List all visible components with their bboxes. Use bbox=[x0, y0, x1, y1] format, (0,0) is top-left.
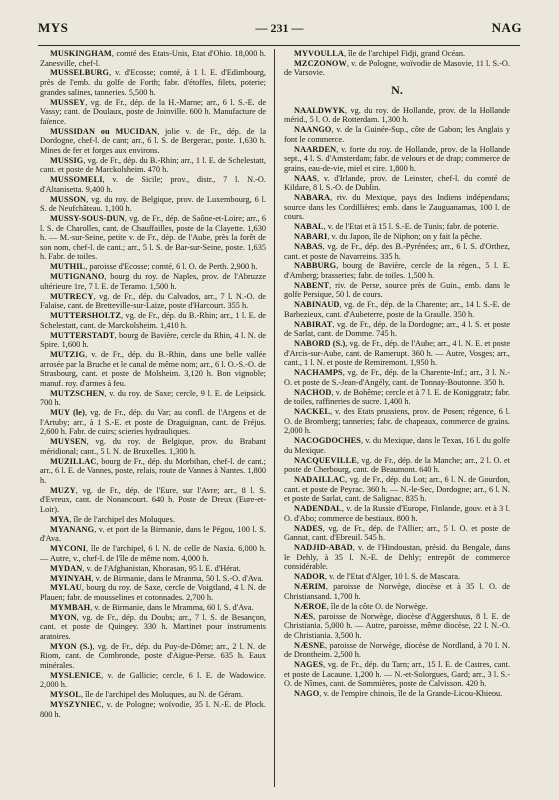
dictionary-entry bbox=[284, 475, 510, 504]
entry-headword: MUZY bbox=[50, 485, 76, 495]
entry-headword: NACOGDOCHES bbox=[294, 436, 362, 446]
entry-headword: NADOR bbox=[294, 572, 325, 582]
entry-text: , paroisse de Norwège, diocèse et à 35 l. O. de Christiansand. 1,700 h. bbox=[284, 582, 510, 601]
dictionary-entry bbox=[284, 193, 510, 222]
page-number: — 231 — bbox=[255, 21, 304, 35]
dictionary-entry bbox=[40, 613, 266, 642]
entry-headword: MYON bbox=[50, 612, 77, 622]
dictionary-entry bbox=[40, 331, 266, 350]
dictionary-entry bbox=[40, 98, 266, 127]
entry-headword: NÆS bbox=[294, 611, 314, 621]
entry-headword: MYSOL bbox=[50, 690, 81, 700]
dictionary-entry bbox=[284, 504, 510, 523]
entry-text: , v. de l'Etat et à 15 l. S.-E. de Tunis; fabr. de poterie. bbox=[323, 222, 499, 232]
entry-headword: NABBURG bbox=[294, 261, 337, 271]
dictionary-entry bbox=[40, 525, 266, 544]
dictionary-entry bbox=[40, 544, 266, 563]
entry-text: , v. du Mexique, dans le Texas, 16 l. du golfe du Mexique. bbox=[284, 436, 510, 455]
entry-text: , vg. de Fr., dép. du Lot; arr., 6 l. N. de Gourdon, cant. et poste de Peyrac. 360 h. — N.-le-Sec, Dordogne; arr., 6 l. N. et poste de Sarlat, cant. de Salignac. 835 h. bbox=[284, 475, 510, 504]
entry-headword: NABENT bbox=[294, 280, 330, 290]
entry-headword: MUTTERSTADT bbox=[50, 330, 115, 340]
dictionary-entry bbox=[284, 242, 510, 261]
entry-text: , v. de Birmanie, dans le Mramma, 60 l. S. d'Ava. bbox=[90, 602, 254, 612]
entry-text: , v. de Bohême; cercle et à 7 l. E. de Koniggratz; fabr. de toiles, raffineries de sucre. 1,400 h. bbox=[284, 387, 510, 407]
entry-headword: NAAS bbox=[294, 173, 317, 183]
entry-text: , paroisse d'Ecosse; comté, 6 l. O. de Perth. 2,900 h. bbox=[85, 262, 258, 272]
dictionary-entry bbox=[284, 660, 510, 689]
entry-headword: NACHOD bbox=[294, 387, 332, 397]
dictionary-entry bbox=[284, 222, 510, 232]
dictionary-entry bbox=[40, 175, 266, 194]
dictionary-entry bbox=[284, 49, 510, 59]
entry-headword: NABAL bbox=[294, 222, 324, 232]
dictionary-entry bbox=[284, 320, 510, 339]
entry-headword: NÆSNE bbox=[294, 640, 325, 650]
entry-headword: MUTZSCHEN bbox=[50, 388, 105, 398]
entry-headword: MUSSON bbox=[50, 194, 87, 204]
entry-text: , v. de la Russie d'Europe, Finlande, gouv. et à 3 l. O. d'Abo; commerce de bestiaux. 800 h. bbox=[284, 504, 510, 523]
entry-headword: MYSZYNIEC bbox=[50, 700, 102, 710]
entry-text: , paroisse de Norwège, diocèse d'Aggershuus, 8 l. E. de Christiania. 5,000 h. — Autre, paroisse, même diocèse, 22 l. N.-O. de Christiania. 3,500 h. bbox=[284, 611, 510, 640]
entry-headword: MUZILLAC bbox=[50, 456, 97, 466]
dictionary-entry bbox=[284, 261, 510, 280]
entry-text: , île de la côte O. de Norwège. bbox=[326, 601, 428, 611]
running-head-left: MYS bbox=[38, 20, 69, 35]
dictionary-entry bbox=[40, 262, 266, 272]
entry-headword: NAANGO bbox=[294, 125, 332, 135]
entry-text: , île de l'archipel des Moluques, au N. de Géram. bbox=[80, 690, 244, 700]
dictionary-entry bbox=[40, 603, 266, 613]
dictionary-entry bbox=[40, 68, 266, 97]
entry-headword: NÆRIM bbox=[294, 582, 326, 592]
entry-text: , vg. du roy. de Belgique, prov. de Luxembourg, 6 l. S. de Neufchâteau. 1,100 h. bbox=[40, 194, 266, 214]
dictionary-entry bbox=[40, 214, 266, 262]
dictionary-entry bbox=[40, 350, 266, 388]
entry-text: , v. et port de la Birmanie, dans le Pégou, 100 l. S. d'Ava. bbox=[40, 524, 266, 544]
entry-text: , bourg de Bavière, cercle de la régen., 5 l. E. d'Amberg; brasseries; fabr. de toiles. 1,500 h. bbox=[284, 261, 510, 280]
entry-text: , vg. de Fr., dép. de la H.-Marne; arr., 6 l. S.-E. de Vassy; cant. de Doulaux, poste de Joinville. 600 h. Manufacture de faïence. bbox=[40, 97, 266, 126]
dictionary-entry bbox=[40, 515, 266, 525]
dictionary-entry bbox=[284, 300, 510, 319]
dictionary-entry bbox=[284, 436, 510, 455]
dictionary-entry bbox=[284, 407, 510, 436]
entry-text: , bourg de Bavière, cercle du Rhin, 4 l. N. de Spire. 1,600 h. bbox=[40, 330, 266, 350]
entry-headword: NAARDEN bbox=[294, 144, 337, 154]
entry-text: , vg. de Fr., dép. de l'Allier; arr., 5 l. O. et poste de Gannat, cant. d'Ebreuil. 545 h. bbox=[284, 523, 510, 543]
dictionary-entry bbox=[284, 281, 510, 300]
entry-headword: MYCONI bbox=[50, 544, 87, 554]
entry-headword: NACHAMPS bbox=[294, 368, 343, 378]
right-column-continuation bbox=[284, 49, 510, 78]
dictionary-entry bbox=[40, 690, 266, 700]
page-header bbox=[0, 14, 559, 38]
entry-headword: MUSSEY bbox=[50, 97, 86, 107]
entry-text: , vg. de Fr., dép. de la Dordogne; arr., 4 l. S. et poste de Sarlat, cant. de Domme. 745 h. bbox=[284, 319, 510, 339]
entry-text: , paroisse de Norwège, diocèse de Nordland, à 70 l. N. de Drontheim. 2,500 h. bbox=[284, 640, 510, 660]
entry-text: , vg. de Fr., dép. de Saône-et-Loire; arr., 6 l. S. de Charolles, cant. de Chauffailles, poste de la Clayette. 1,630 h. — M.-sur-Seine, petite v. de Fr., dép. de l'Aube, près la forêt de son nom, chef-l. de cant.; arr., 5 l. S. de Bar-sur-Seine, poste. 1,635 h. Fabr. de toiles. bbox=[40, 214, 266, 262]
dictionary-entry bbox=[284, 368, 510, 387]
dictionary-entry bbox=[284, 602, 510, 612]
dictionary-entry bbox=[40, 127, 266, 156]
dictionary-entry bbox=[284, 689, 510, 699]
entry-headword: MUSSIG bbox=[50, 155, 84, 165]
dictionary-entry bbox=[40, 156, 266, 175]
entry-text: , v. de Pologne; woïvodie, 35 l. N.-E. de Plock. 800 h. bbox=[40, 700, 266, 719]
entry-text: , v. de l'Afghanistan, Khorasan, 95 l. E. d'Hérat. bbox=[82, 563, 241, 573]
entry-text: , île de l'archipel Fidji, grand Océan. bbox=[343, 49, 466, 58]
entry-headword: NABINAUD bbox=[294, 300, 340, 310]
dictionary-entry bbox=[40, 195, 266, 214]
dictionary-entry bbox=[40, 486, 266, 515]
entry-text: , v. des Etats prussiens, prov. de Posen; régence, 6 l. O. de Bromberg; tanneries; fabr. de chapeaux, commerce de grains. 2,000 h. bbox=[284, 407, 510, 436]
dictionary-entry bbox=[40, 408, 266, 437]
entry-headword: MUTRECY bbox=[50, 291, 94, 301]
entry-text: , bourg du roy. de Naples, prov. de l'Abruzze ultérieure 1re, 7 l. E. de Teramo. 1,500 h. bbox=[40, 272, 266, 291]
dictionary-entry bbox=[40, 311, 266, 330]
dictionary-entry bbox=[284, 582, 510, 601]
dictionary-entry bbox=[284, 232, 510, 242]
dictionary-entry bbox=[40, 700, 266, 719]
dictionary-entry bbox=[40, 642, 266, 671]
entry-headword: MYA bbox=[50, 514, 70, 524]
entry-headword: MUSKINGHAM bbox=[50, 49, 112, 58]
entry-text: , v. de la Guinée-Sup., côte de Gabon; les Anglais y font le commerce. bbox=[284, 125, 510, 144]
entry-headword: MUTIGNANO bbox=[50, 272, 105, 282]
dictionary-entry bbox=[284, 145, 510, 174]
entry-text: , vg. de Fr., dép. de la Charente-Inf.; arr., 3 l. N.-O. et poste de S.-Jean-d'Angély, cant. de Tonnay-Boutonne. 350 h. bbox=[284, 368, 510, 387]
entry-headword: MYLAU bbox=[50, 583, 82, 593]
entry-text: , v. de l'empire chinois, île de la Grande-Licou-Khieou. bbox=[319, 689, 503, 699]
dictionary-entry bbox=[40, 292, 266, 311]
entry-headword: NADJID-ABAD bbox=[294, 543, 353, 553]
dictionary-entry bbox=[284, 543, 510, 572]
dictionary-entry bbox=[40, 574, 266, 584]
left-column bbox=[40, 49, 266, 789]
dictionary-entry bbox=[40, 457, 266, 486]
entry-text: , vg. de Fr., dép. du Tarn; arr., 15 l. E. de Castres, cant. et poste de Lacaune. 1,200 h. — N.-et-Solorgues, Gard; arr., 3 l. S.-O. de Nîmes, cant. de Sommières, poste de Calvisson. 420 h. bbox=[284, 660, 510, 689]
entry-headword: MYANANG bbox=[50, 524, 95, 534]
entry-headword: NAALDWYK bbox=[294, 105, 346, 115]
entry-text: , v. de l'Etat d'Alger, 10 l. S. de Mascara. bbox=[324, 572, 460, 582]
entry-text: , vg. de Fr., dép. du B.-Rhin; arr., 1 l. E. de Schelestatt, cant. de Marckolsheim. 1,410 h. bbox=[40, 311, 266, 330]
entry-headword: MYVOULLA bbox=[294, 49, 344, 58]
entry-headword: NABORD (S.) bbox=[294, 339, 346, 349]
entry-text: , v. d'Irlande, prov. de Leinster, chef-l. du comté de Kildare, 8 l. S.-O. de Dublin. bbox=[284, 173, 510, 193]
entry-headword: MYDAN bbox=[50, 563, 83, 573]
entry-text: , vg. de Fr., dép. de la Charente; arr., 14 l. S.-E. de Barbezieux, cant. d'Aubeterre, poste de la Graulle. 350 h. bbox=[284, 300, 510, 319]
entry-text: , v. d'Ecosse; comté, à 1 l. E. d'Edimbourg, près de l'emb. du golfe de Forth; fabr. d'étoffes, filets, poterie; grandes salines, tanneries. 5,500 h. bbox=[40, 68, 266, 97]
entry-headword: MUSSOMELI bbox=[50, 175, 103, 185]
entry-headword: MUSSELBURG bbox=[50, 68, 110, 78]
entry-headword: NABIRAT bbox=[294, 319, 333, 329]
entry-headword: MYSLENICE bbox=[50, 670, 102, 680]
dictionary-entry bbox=[284, 572, 510, 582]
dictionary-entry bbox=[284, 456, 510, 475]
right-column-entries bbox=[284, 106, 510, 699]
entry-text: , vg. du roy. de Belgique, prov. du Brabant méridional; cant., 5 l. N. de Bruxelles. 1,300 h. bbox=[40, 437, 266, 456]
dictionary-entry bbox=[284, 59, 510, 78]
entry-headword: MUY (le) bbox=[50, 408, 85, 418]
entry-text: , vg. de Fr., dép. de l'Eure, sur l'Avre; arr., 8 l. S. d'Evreux, cant. de Nonancourt. 640 h. Poste de Dreux (Eure-et-Loir). bbox=[40, 485, 266, 514]
entry-headword: NADENDAL bbox=[294, 504, 342, 514]
dictionary-entry bbox=[40, 564, 266, 574]
right-column bbox=[284, 49, 510, 789]
dictionary-entry bbox=[284, 106, 510, 125]
dictionary-entry bbox=[284, 524, 510, 543]
entry-text: , vg. de Fr., dép. du Doubs; arr., 7 l. S. de Besançon, cant. et poste de Quingey. 330 h. Martinet pour instruments aratoires. bbox=[40, 612, 266, 641]
entry-headword: NACKEL bbox=[294, 407, 331, 417]
entry-headword: MUSSIDAN ou MUCIDAN bbox=[50, 126, 158, 136]
entry-headword: NADES bbox=[294, 523, 323, 533]
column-divider bbox=[274, 49, 275, 787]
entry-headword: MUYSEN bbox=[50, 437, 87, 447]
running-head-right: NAG bbox=[491, 20, 522, 35]
dictionary-entry bbox=[284, 612, 510, 641]
entry-headword: MUTTERSHOLTZ bbox=[50, 311, 121, 321]
entry-text: , vg. de Fr., dép. du B.-Rhin; arr., 1 l. E. de Schelestatt, cant. et poste de Marckolsheim. 470 h. bbox=[40, 155, 266, 175]
entry-text: , vg. de Fr., dép. de l'Aube; arr., 4 l. N. E. et poste d'Arcis-sur-Aube, cant. de Ramerupt. 360 h. — Autre, Vosges; arr., cant., 1 l. N. et poste de Remiremont. 1,950 h. bbox=[284, 339, 510, 368]
entry-headword: MUTZIG bbox=[50, 350, 86, 360]
entry-headword: MYINYAH bbox=[50, 573, 92, 583]
entry-headword: NADAILLAC bbox=[294, 475, 346, 485]
entry-headword: MUTHIL bbox=[50, 262, 86, 272]
entry-text: , v. de Fr., dép. du B.-Rhin, dans une belle vallée arrosée par la Bruche et le canal de même nom; arr., 6 l. O.-S.-O. de Strasbourg, cant. et poste de Molsheim. 3,120 h. Bon vignoble; manuf. roy. d'armes à feu. bbox=[40, 350, 266, 388]
entry-text: , vg. du roy. de Hollande, prov. de la Hollande mérid., 5 l. O. de Rotterdam. 1,300 h. bbox=[284, 105, 510, 125]
dictionary-entry bbox=[284, 174, 510, 193]
entry-text: , vg. de Fr., dép. de la Manche; arr., 2 l. O. et poste de Cherbourg, cant. de Beaumont. 640 h. bbox=[284, 455, 510, 475]
header-rule bbox=[38, 45, 520, 46]
entry-text: , jolie v. de Fr., dép. de la Dordogne, chef-l. de cant; arr., 6 l. S. de Bergerac, poste. 1,630 h. Mines de fer et forges aux environs. bbox=[40, 126, 266, 155]
entry-headword: MUSSY-SOUS-DUN bbox=[50, 214, 125, 224]
entry-headword: MZCZONOW bbox=[294, 58, 347, 68]
entry-text: , v. de Gallicie; cercle, 6 l. E. de Wadowice. 2,000 h. bbox=[40, 670, 266, 690]
entry-text: , île de l'archipel, 6 l. N. de celle de Naxia. 6,000 h. — Autre, v., chef-l. de l'île de même nom. 4,000 h. bbox=[40, 544, 266, 563]
entry-text: , vg. de Fr., dép. des B.-Pyrénées; arr., 6 l. S. d'Orthez, cant. et poste de Navarreins. 335 h. bbox=[284, 241, 510, 261]
entry-headword: NABARI bbox=[294, 232, 328, 242]
entry-text: , bourg du roy. de Saxe, cercle de Voigtland, 4 l. N. de Plauen; fabr. de mousselines et cotonnades. 2,700 h. bbox=[40, 583, 266, 602]
entry-headword: MYMBAH bbox=[50, 602, 91, 612]
entry-text: , v. forte du roy. de Hollande, prov. de la Hollande sept., 4 l. S. d'Amsterdam; fabr. de velours et de drap; commerce de grains, eau-de-vie, miel et cire. 1,800 h. bbox=[284, 144, 510, 173]
dictionary-entry bbox=[40, 49, 266, 68]
section-letter: N. bbox=[391, 83, 403, 98]
entry-text: , v. de Pologne, woïvodie de Masovie, 11 l. S.-O. de Varsovie. bbox=[284, 58, 510, 78]
dictionary-entry bbox=[40, 437, 266, 456]
entry-headword: NAGES bbox=[294, 660, 324, 670]
dictionary-entry bbox=[284, 641, 510, 660]
dictionary-entry bbox=[40, 671, 266, 690]
entry-text: , vg. de Fr., dép. du Calvados, arr., 7 l. N.-O. de Falaise, cant. de Bretteville-sur-Laize, poste d'Harcourt. 355 h. bbox=[40, 291, 266, 311]
entry-text: , riv. de Perse, source près de Guin., emb. dans le golfe Persique, 50 l. de cours. bbox=[284, 280, 510, 300]
entry-headword: NABARA bbox=[294, 193, 331, 203]
entry-headword: NAGO bbox=[294, 689, 320, 699]
entry-text: , v. de Sicile; prov., distr., 7 l. N.-O. d'Altanisetta. 9,400 h. bbox=[40, 175, 266, 194]
entry-headword: NÆROE bbox=[294, 601, 327, 611]
entry-text: , île de l'archipel des Moluques. bbox=[69, 514, 175, 524]
dictionary-entry bbox=[284, 339, 510, 368]
dictionary-entry bbox=[284, 125, 510, 144]
entry-headword: NABAS bbox=[294, 241, 323, 251]
entry-text: , v. de Birmanie, dans le Mranma, 50 l. S.-O. d'Ava. bbox=[91, 573, 264, 583]
entry-text: , vg. de Fr., dép. du Var; au confl. de l'Argens et de l'Artuby; arr., à 1 S.-E. et poste de Draguignan, cant. de Fréjus. 2,600 h. Fabr. de cuirs; scieries hydrauliques. bbox=[40, 408, 266, 437]
dictionary-entry bbox=[40, 389, 266, 408]
dictionary-entry bbox=[40, 272, 266, 291]
entry-text: , comté des Etats-Unis, Etat d'Ohio. 18,000 h. Zanesville, chef-l. bbox=[40, 49, 266, 68]
entry-headword: NACQUEVILLE bbox=[294, 455, 357, 465]
entry-text: , v. du Japon, île de Niphon; on y fait la pêche. bbox=[327, 232, 482, 242]
entry-text: , bourg de Fr., dép. du Morbihan, chef-l. de cant.; arr., 6 l. E. de Vannes, poste, relais, route de Vannes à Nantes. 1,800 h. bbox=[40, 456, 266, 485]
entry-text: , v. du roy. de Saxe; cercle, 9 l. E. de Leipsick. 700 h. bbox=[40, 388, 266, 408]
dictionary-entry bbox=[40, 583, 266, 602]
entry-text: , vg. de Fr., dép. du Puy-de-Dôme; arr., 2 l. N. de Riom, cant. de Combronde, poste d'Aigue-Perse. 635 h. Eaux minérales. bbox=[40, 641, 266, 670]
dictionary-entry bbox=[284, 388, 510, 407]
entry-text: , riv. du Mexique, pays des Indiens indépendans; source dans les Cordillières; emb. dans le Zauguanamas, 100 l. de cours. bbox=[284, 193, 510, 222]
entry-text: , v. de l'Hindoustan, présid. du Bengale, dans le Dehly, à 35 l. N.-E. de Dehly; entrepôt de commerce considérable. bbox=[284, 543, 510, 572]
entry-headword: MYON (S.) bbox=[50, 641, 93, 651]
